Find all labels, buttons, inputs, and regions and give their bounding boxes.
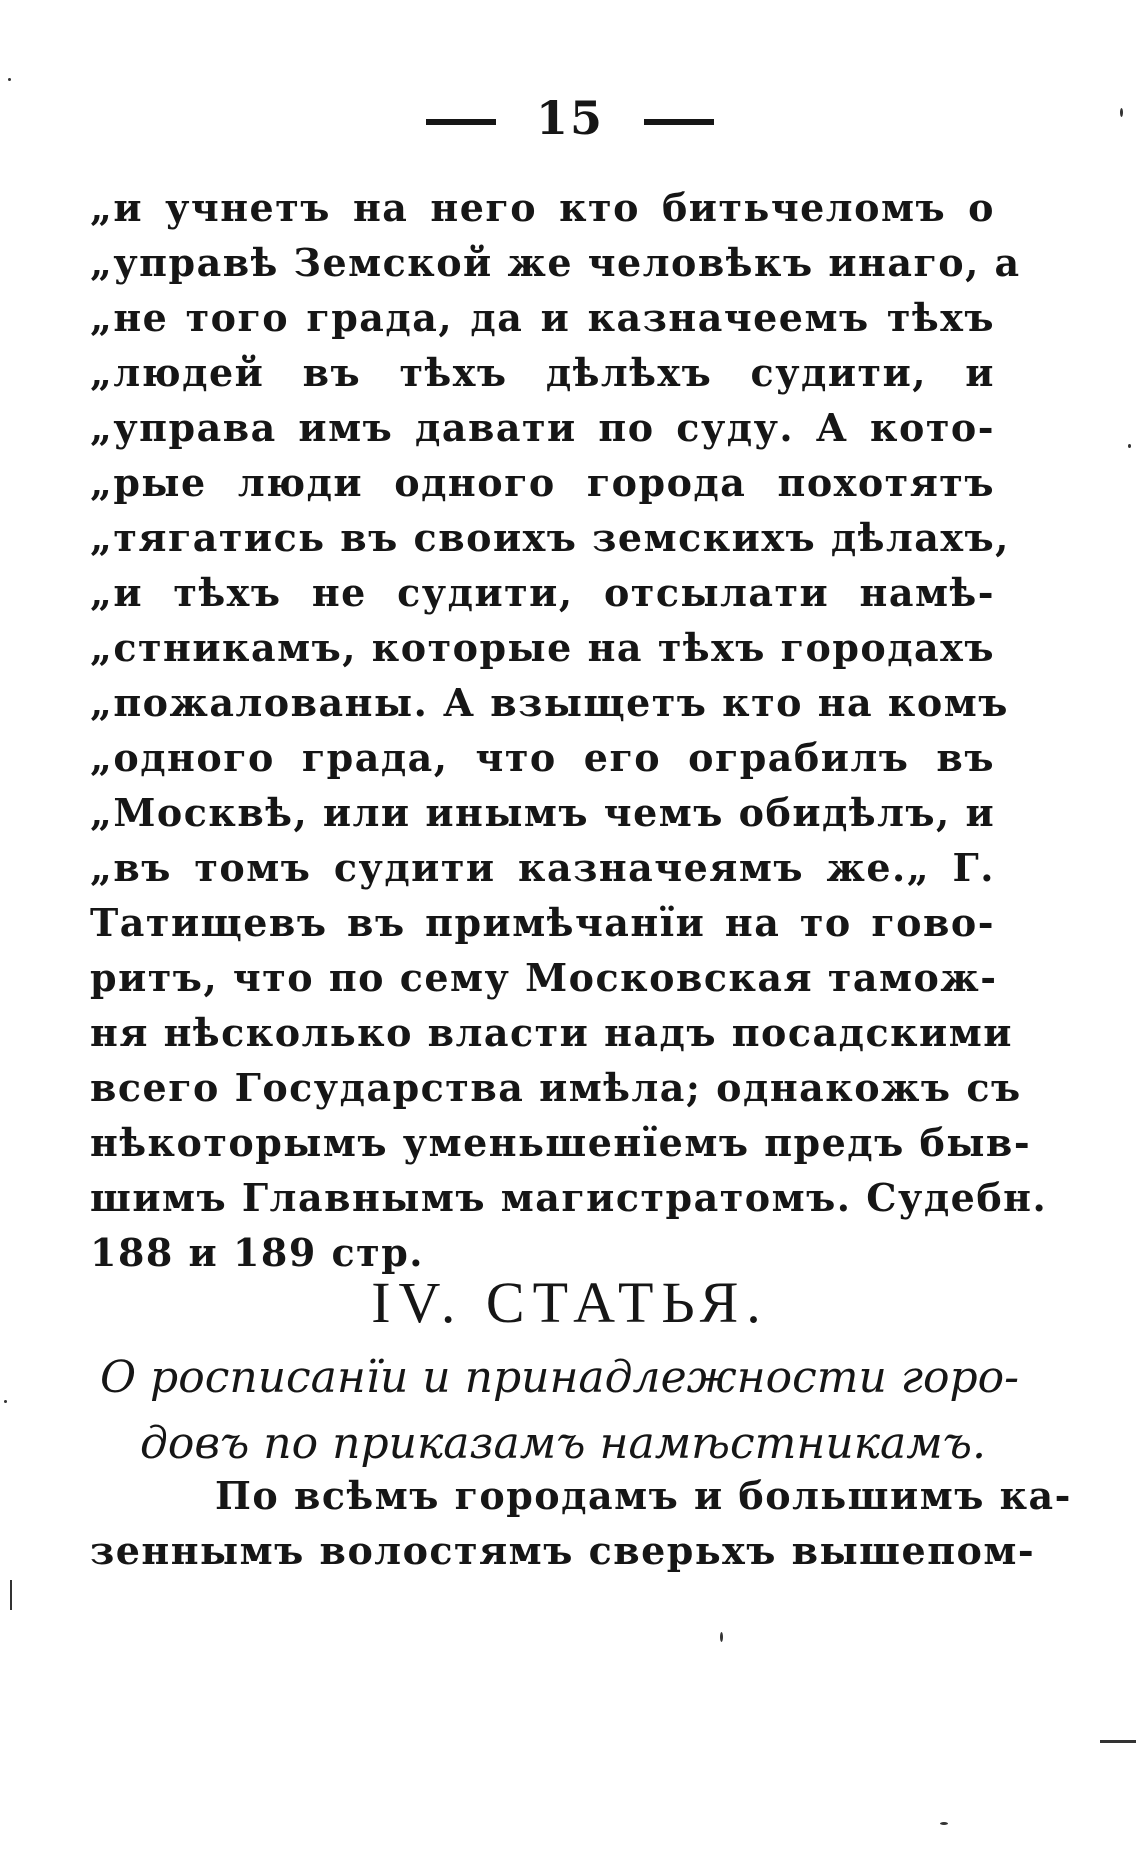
text-line: „одного града, что его ограбилъ въ xyxy=(90,735,995,780)
text-line: „рые люди одного города похотятъ xyxy=(90,460,995,505)
text-line: „людей въ тѣхъ дѣлѣхъ судити, и xyxy=(90,350,995,395)
text-line: По всѣмъ городамъ и большимъ ка- xyxy=(215,1473,1072,1518)
text-line: „и учнетъ на него кто битьчеломъ о xyxy=(90,185,995,230)
text-line: „стникамъ, которые на тѣхъ городахъ xyxy=(90,625,995,670)
text-line: Татищевъ въ примѣчанїи на то говo- xyxy=(90,900,995,945)
text-line: „управѣ Земской же человѣкъ инаго, а xyxy=(90,240,1021,285)
text-line: зеннымъ волостямъ сверьхъ вышепом- xyxy=(90,1528,1036,1573)
paper-speck xyxy=(940,1822,948,1825)
text-line: „тягатись въ своихъ земскихъ дѣлахъ, xyxy=(90,515,1010,560)
text-line: 188 и 189 стр. xyxy=(90,1230,424,1275)
text-line: всего Государства имѣла; однакожъ съ xyxy=(90,1065,1022,1110)
subtitle-line: О росписанїи и принадлежности горо- xyxy=(100,1352,1020,1403)
text-line: „пожалованы. А взыщетъ кто на комъ xyxy=(90,680,1009,725)
section-subtitle xyxy=(100,1345,1020,1477)
right-dash xyxy=(644,119,714,125)
main-text xyxy=(90,180,1048,1280)
section-text xyxy=(90,1468,1072,1578)
paper-speck xyxy=(720,1632,723,1642)
text-line: ня нѣсколько власти надъ посадскими xyxy=(90,1010,1013,1055)
text-line: нѣкоторымъ уменьшенїемъ предъ быв- xyxy=(90,1120,1032,1165)
text-line: „не того града, да и казначеемъ тѣхъ xyxy=(90,295,995,340)
text-line: „въ томъ судити казначеямъ же.„ Г. xyxy=(90,845,995,890)
paper-speck xyxy=(1120,108,1123,117)
text-line: „и тѣхъ не судити, отсылати намѣ- xyxy=(90,570,995,615)
text-line: „управа имъ давати по суду. А кото- xyxy=(90,405,995,450)
page-number: 15 xyxy=(535,91,604,145)
page-number-header xyxy=(0,88,1140,148)
paper-speck xyxy=(8,78,11,81)
paper-speck xyxy=(10,1580,12,1610)
paper-speck xyxy=(1100,1740,1136,1743)
paper-speck xyxy=(1128,444,1131,448)
subtitle-line: довъ по приказамъ намѣстникамъ. xyxy=(140,1418,986,1469)
left-dash xyxy=(426,119,496,125)
text-line: шимъ Главнымъ магистратомъ. Судебн. xyxy=(90,1175,1048,1220)
text-line: „Москвѣ, или инымъ чемъ обидѣлъ, и xyxy=(90,790,996,835)
text-line: ритъ, что по сему Московская тамож- xyxy=(90,955,998,1000)
paper-speck xyxy=(4,1400,7,1403)
section-heading: IV. СТАТЬЯ. xyxy=(371,1270,769,1335)
